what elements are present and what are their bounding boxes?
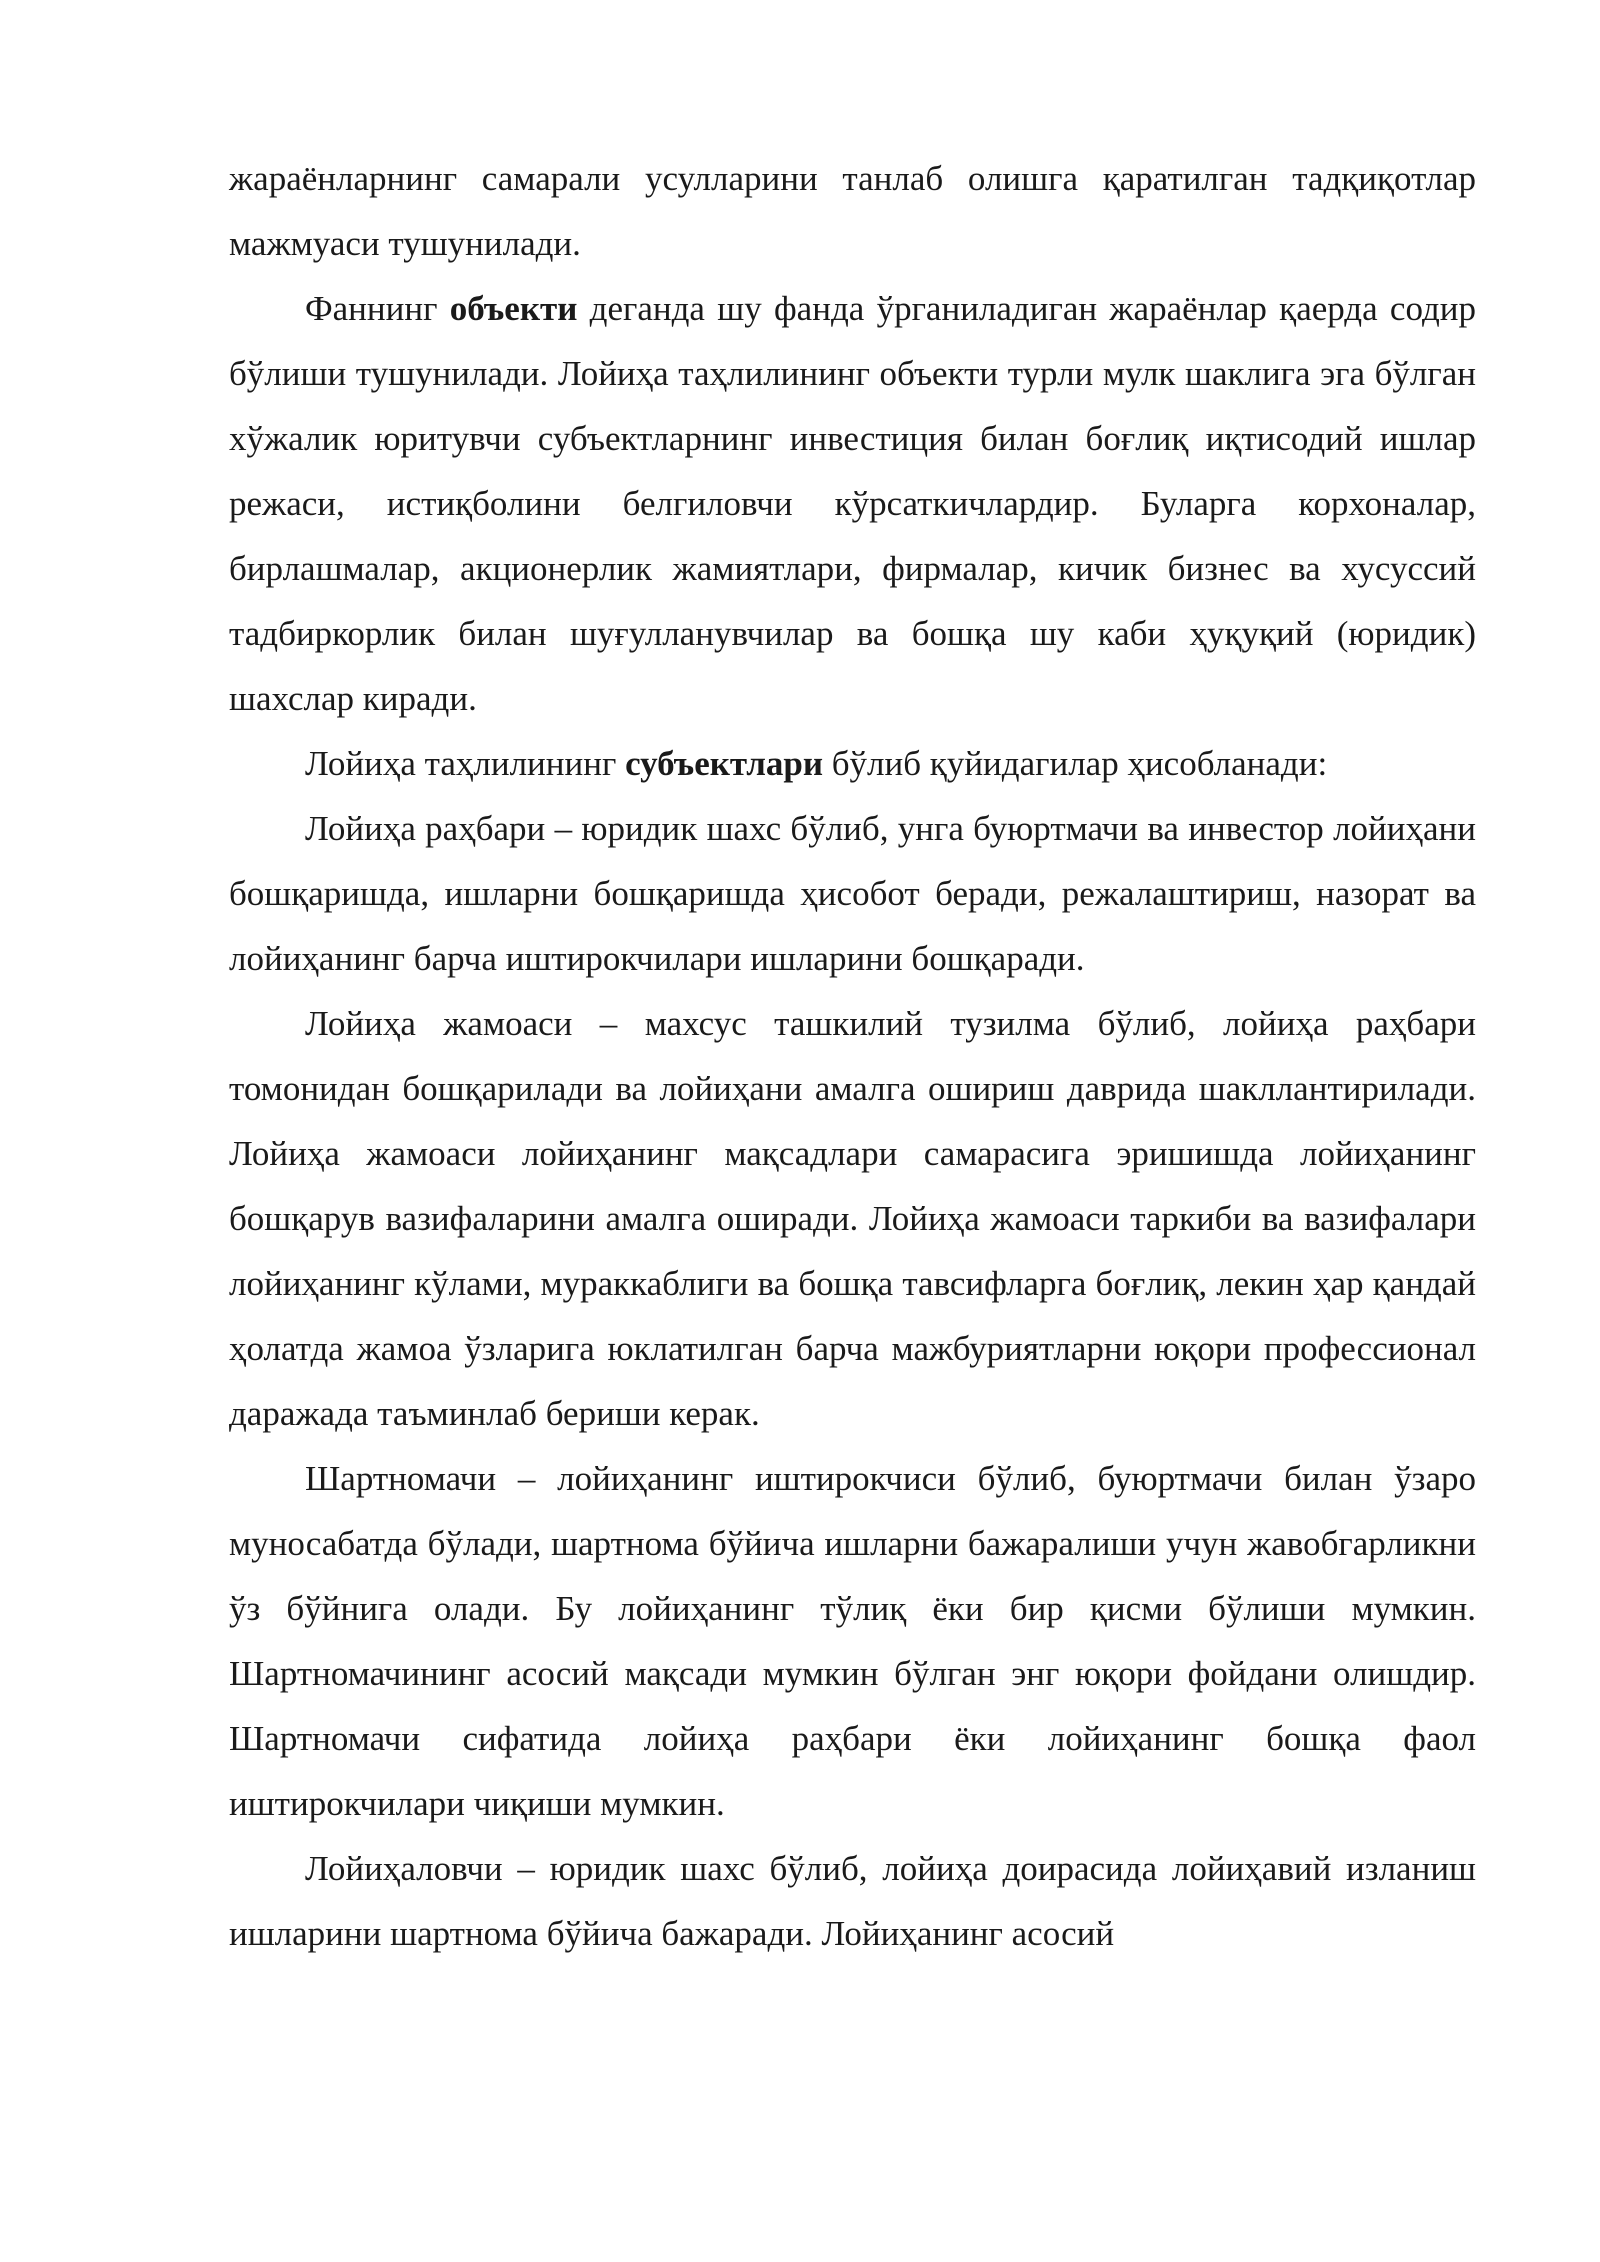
bold-term: объекти [449,289,578,328]
document-body [229,146,1476,1966]
paragraph-text: бўлиб қуйидагилар ҳисобланади: [823,744,1328,783]
paragraph [229,1446,1476,1836]
paragraph [229,796,1476,991]
paragraph-text: Лойиҳа раҳбари – юридик шахс бўлиб, унга буюртмачи ва инвестор лойиҳани бошқаришда, ишларни бошқаришда ҳисобот беради, режалаштириш, назорат ва лойиҳанинг барча иштирокчилари ишларини бошқаради. [229,809,1476,978]
paragraph-text: Лойиҳа жамоаси – махсус ташкилий тузилма бўлиб, лойиҳа раҳбари томонидан бошқарилади ва лойиҳани амалга ошириш даврида шакллантирилади. Лойиҳа жамоаси лойиҳанинг мақсадлари самарасига эришишда лойиҳанинг бошқарув вазифаларини амалга оширади. Лойиҳа жамоаси таркиби ва вазифалари лойиҳанинг кўлами, мураккаблиги ва бошқа тавсифларга боғлиқ, лекин ҳар қандай ҳолатда жамоа ўзларига юклатилган барча мажбуриятларни юқори профессионал даражада таъминлаб бериши керак. [229,1004,1476,1433]
paragraph [229,731,1476,796]
paragraph [229,1836,1476,1966]
bold-term: субъектлари [625,744,823,783]
paragraph-text: Лойиҳаловчи – юридик шахс бўлиб, лойиҳа доирасида лойиҳавий изланиш ишларини шартнома бўйича бажаради. Лойиҳанинг асосий [229,1849,1476,1953]
paragraph-text: Фаннинг [305,289,450,328]
paragraph-text: жараёнларнинг самарали усулларини танлаб олишга қаратилган тадқиқотлар мажмуаси тушунилади. [229,159,1476,263]
paragraph [229,276,1476,731]
paragraph-text: Шартномачи – лойиҳанинг иштирокчиси бўлиб, буюртмачи билан ўзаро муносабатда бўлади, шартнома бўйича ишларни бажаралиши учун жавобгарликни ўз бўйнига олади. Бу лойиҳанинг тўлиқ ёки бир қисми бўлиши мумкин. Шартномачининг асосий мақсади мумкин бўлган энг юқори фойдани олишдир. Шартномачи сифатида лойиҳа раҳбари ёки лойиҳанинг бошқа фаол иштирокчилари чиқиши мумкин. [229,1459,1476,1823]
paragraph-text: деганда шу фанда ўрганиладиган жараёнлар қаерда содир бўлиши тушунилади. Лойиҳа таҳлилининг объекти турли мулк шаклига эга бўлган хўжалик юритувчи субъектларнинг инвестиция билан боғлиқ иқтисодий ишлар режаси, истиқболини белгиловчи кўрсаткичлардир. Буларга корхоналар, бирлашмалар, акционерлик жамиятлари, фирмалар, кичик бизнес ва хусуссий тадбиркорлик билан шуғулланувчилар ва бошқа шу каби ҳуқуқий (юридик) шахслар киради. [229,289,1476,718]
paragraph-text: Лойиҳа таҳлилининг [305,744,626,783]
paragraph [229,991,1476,1446]
paragraph [229,146,1476,276]
